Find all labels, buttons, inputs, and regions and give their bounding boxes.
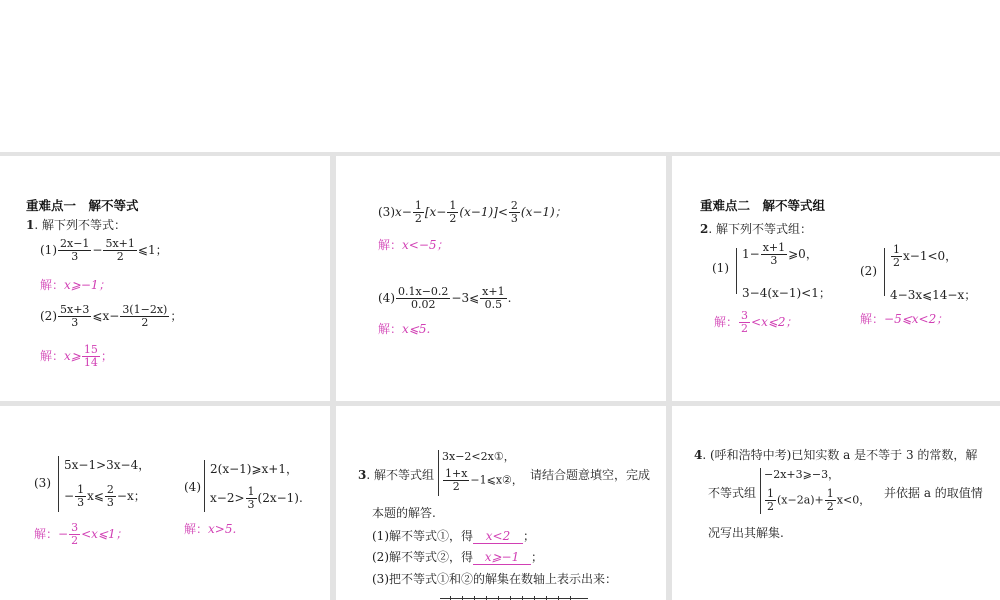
answer-value: <x⩽2； [751, 315, 798, 329]
relation-tail: ； [170, 309, 183, 323]
item-label: (1) [40, 243, 57, 257]
fraction-numerator: 1 [414, 199, 422, 212]
expr: x<0， [836, 493, 871, 507]
fraction-numerator: 15 [83, 343, 98, 356]
expr: (x−2a)+ [777, 493, 824, 507]
expr: (x−1)]< [459, 205, 508, 219]
item-label: (4) [378, 291, 395, 305]
fraction-numerator: 1 [449, 199, 457, 212]
brace [438, 450, 439, 496]
question-number: 1 [26, 218, 35, 232]
fraction-denominator: 2 [826, 500, 834, 513]
fraction-numerator: 1 [826, 487, 834, 500]
system-2-line-2: 4−3x⩽14−x； [890, 288, 977, 302]
fraction-numerator: 3(1−2x) [122, 303, 168, 316]
fraction-numerator: 2 [510, 199, 518, 212]
question-text: . 解不等式组 [366, 468, 434, 482]
brace [884, 248, 885, 296]
operator: −3⩽ [451, 291, 480, 305]
answer-value: −5⩽x<2； [884, 312, 949, 326]
expr: [x− [424, 205, 447, 219]
answer-prefix: 解： [40, 349, 65, 363]
expr: x−2> [210, 491, 245, 505]
operator: ⩽x− [92, 309, 120, 323]
expr: x−1<0， [903, 249, 958, 263]
number-line-tick [534, 596, 535, 600]
item-label: (2) [40, 309, 57, 323]
inequality-1 [40, 238, 168, 263]
answer-system-2 [860, 310, 948, 327]
fraction-numerator: 1 [247, 485, 255, 498]
section-heading: 重难点一 解不等式 [26, 198, 139, 213]
question-number: 4 [694, 448, 703, 462]
answer-system-1 [714, 310, 798, 335]
question-number: 3 [358, 468, 367, 482]
expr: x− [395, 205, 412, 219]
answer-value: x⩾ [64, 349, 81, 363]
answer-value: x<−5； [402, 238, 449, 252]
system-4-line-1: 2(x−1)⩾x+1， [210, 462, 298, 476]
fraction-numerator: 0.1x−0.2 [398, 285, 449, 298]
question-text: . 解下列不等式组： [708, 222, 812, 236]
number-line-tick [486, 596, 487, 600]
panel-focus-1 [0, 156, 330, 401]
section-heading: 重难点二 解不等式组 [700, 198, 826, 213]
fraction-denominator: 2 [767, 500, 774, 513]
answer-value: x>5. [208, 522, 237, 536]
fraction-numerator: 1 [77, 483, 85, 496]
answer-prefix: 解： [378, 322, 403, 336]
system-1-line-2: 3−4(x−1)<1； [742, 286, 831, 300]
system-3-label: (3) [34, 476, 51, 490]
relation-tail: ⩽1； [137, 243, 168, 257]
number-line-tick [462, 596, 463, 600]
number-line-tick [474, 596, 475, 600]
system-line-1: −2x+3⩾−3， [764, 468, 840, 481]
answer-prefix: 解： [34, 527, 59, 541]
answer-4 [378, 320, 430, 337]
fraction-numerator: 3 [71, 521, 79, 534]
answer-prefix: 解： [378, 238, 403, 252]
fraction-denominator: 3 [247, 498, 255, 511]
system-4-label: (4) [184, 480, 201, 494]
expr: −1⩽x②， [470, 473, 523, 487]
fill-item-1 [372, 527, 535, 544]
inequality-2 [40, 304, 182, 329]
system-2-line-1 [890, 244, 957, 269]
answer-1 [40, 276, 111, 293]
question-2 [700, 220, 812, 237]
answer-blank-1[interactable]: x<2 [473, 529, 523, 544]
answer-2 [40, 344, 113, 369]
system-2-label: (2) [860, 264, 877, 278]
number-line-tick [546, 596, 547, 600]
brace [58, 456, 59, 512]
blank-header-area [0, 0, 1000, 152]
panel-systems-continued [0, 406, 330, 600]
number-line-tick [498, 596, 499, 600]
answer-prefix: 解： [860, 312, 885, 326]
fraction-denominator: 2 [893, 256, 900, 269]
brace [760, 468, 761, 514]
question-3-prefix [358, 466, 434, 483]
item-text: (1)解不等式①，得 [372, 529, 473, 543]
number-line-tick [522, 596, 523, 600]
fraction-numerator: 2 [106, 483, 114, 496]
question-number: 2 [700, 222, 709, 236]
relation-tail: . [507, 291, 512, 305]
fraction-denominator: 3 [71, 316, 79, 329]
number-line [440, 596, 588, 600]
number-line-tick [510, 596, 511, 600]
system-4-line-2 [210, 486, 303, 511]
panel-question-3 [336, 406, 666, 600]
system-3-line-1: 5x−1>3x−4， [64, 458, 151, 472]
number-line-tick [570, 596, 571, 600]
system-line-2 [764, 488, 870, 513]
system-line-1: 3x−2<2x①， [442, 450, 515, 463]
operator: − [92, 243, 103, 257]
fraction-numerator: 2x−1 [60, 237, 90, 250]
fraction-denominator: 3 [770, 254, 778, 267]
inequality-4 [378, 286, 511, 311]
expr: −x； [116, 489, 146, 503]
answer-system-4 [184, 520, 236, 537]
fraction-denominator: 2 [141, 316, 149, 329]
expr: x⩽ [87, 489, 104, 503]
fraction-numerator: 1+x [445, 467, 468, 480]
fraction-denominator: 0.02 [410, 298, 436, 311]
answer-prefix: 解： [714, 315, 739, 329]
answer-3 [378, 236, 449, 253]
question-4-line-1 [694, 446, 977, 463]
fraction-denominator: 2 [741, 322, 749, 335]
fraction-denominator: 14 [83, 356, 98, 369]
fraction-denominator: 2 [116, 250, 124, 263]
fill-item-3: (3)把不等式①和②的解集在数轴上表示出来： [372, 572, 617, 586]
question-3-suffix: 请结合题意填空，完成 [530, 468, 651, 482]
panel-inequalities-continued [336, 156, 666, 401]
question-4-line-3: 况写出其解集. [708, 526, 784, 540]
fraction-numerator: x+1 [482, 285, 505, 298]
fraction-numerator: 1 [767, 487, 774, 500]
answer-blank-2[interactable]: x⩾−1 [473, 550, 531, 565]
system-3-line-2 [64, 484, 146, 509]
brace [736, 248, 737, 294]
question-4-system-prefix: 不等式组 [708, 486, 757, 500]
fraction-denominator: 3 [510, 212, 518, 225]
fraction-numerator: 1 [893, 243, 900, 256]
fraction-numerator: x+1 [762, 241, 786, 254]
inequality-3 [378, 200, 567, 225]
fraction-denominator: 3 [77, 496, 85, 509]
fraction-numerator: 5x+1 [105, 237, 135, 250]
question-1 [26, 216, 126, 233]
question-4-system-suffix: 并依据 a 的取值情 [884, 486, 983, 500]
fraction-numerator: 3 [741, 309, 749, 322]
system-1-line-1 [742, 242, 818, 267]
answer-system-3 [34, 522, 128, 547]
panel-focus-2 [672, 156, 1000, 401]
fraction-denominator: 2 [71, 534, 79, 547]
expr: − [64, 489, 75, 503]
item-tail: ； [523, 529, 536, 543]
fraction-denominator: 2 [452, 480, 460, 493]
expr: (x−1)； [520, 205, 567, 219]
answer-prefix: 解： [40, 278, 65, 292]
item-label: (3) [378, 205, 395, 219]
item-text: (2)解不等式②，得 [372, 550, 473, 564]
answer-value: x⩾−1； [64, 278, 111, 292]
fraction-numerator: 5x+3 [60, 303, 90, 316]
expr: 1− [742, 247, 760, 261]
answer-value: <x⩽1； [81, 527, 128, 541]
question-text: . 解下列不等式： [34, 218, 126, 232]
fraction-denominator: 2 [414, 212, 422, 225]
expr: (2x−1). [257, 491, 303, 505]
answer-prefix: 解： [184, 522, 209, 536]
fraction-denominator: 3 [106, 496, 114, 509]
fraction-denominator: 0.5 [484, 298, 503, 311]
answer-tail: ； [100, 349, 113, 363]
expr: ⩾0， [788, 247, 818, 261]
answer-sign: − [58, 527, 69, 541]
item-tail: ； [531, 550, 544, 564]
question-text: . (呼和浩特中考)已知实数 a 是不等于 3 的常数，解 [702, 448, 978, 462]
panel-question-4 [672, 406, 1000, 600]
fraction-denominator: 2 [449, 212, 457, 225]
system-line-2 [442, 468, 523, 493]
number-line-tick [558, 596, 559, 600]
number-line-tick [450, 596, 451, 600]
brace [204, 460, 205, 512]
fraction-denominator: 3 [71, 250, 79, 263]
fill-item-2 [372, 548, 543, 565]
answer-value: x⩽5. [402, 322, 431, 336]
system-1-label: (1) [712, 261, 729, 275]
question-3-line-2: 本题的解答. [372, 506, 436, 520]
